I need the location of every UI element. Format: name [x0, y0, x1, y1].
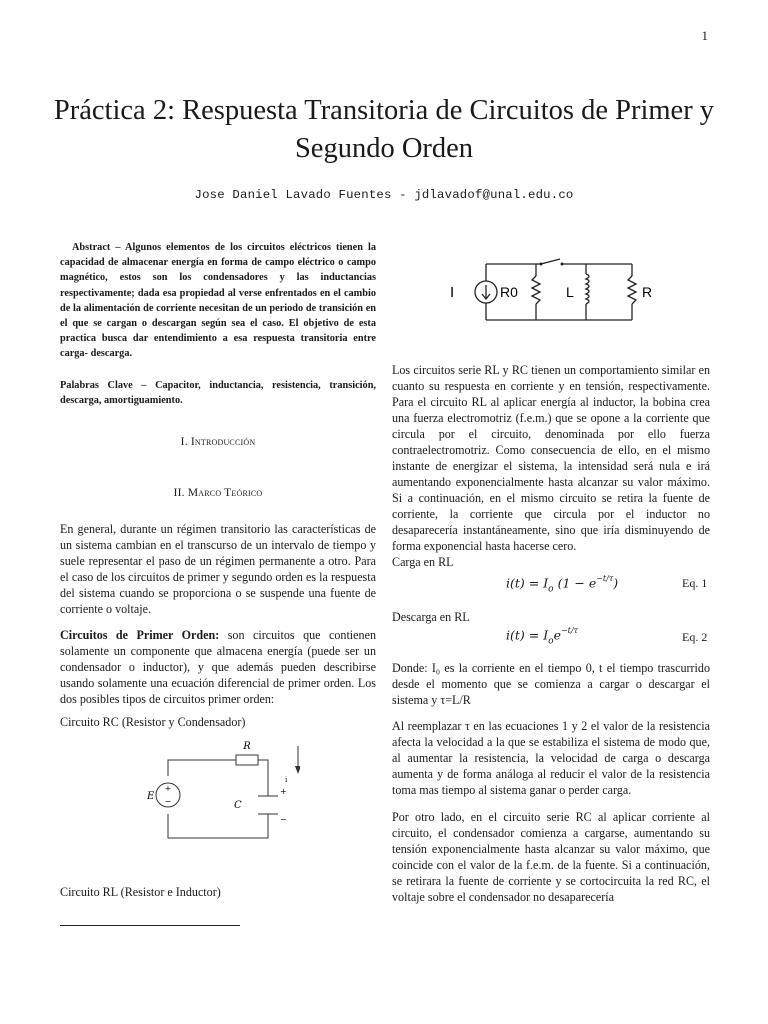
label-E: E [147, 791, 155, 802]
equation-2-number: Eq. 2 [682, 630, 708, 644]
term-primer-orden: Circuitos de Primer Orden: [60, 628, 220, 642]
label-i: i [285, 776, 288, 784]
equation-1: $i(t) = I_o$ $(1 - e^{-t/\tau})$ [506, 574, 619, 595]
paragraph-circuito-rc: Por otro lado, en el circuito serie RC al aplicar corriente al circuito, el condensador comienza a cargarse, aumentando su tensión exponencialmente hasta alcanzar su valor máximo, que coincide con el valor de la f.e.m. de la fuente. Si a continuación, se retirara la fuente de corriente y se cortocircuita la red RC, el voltaje sobre el condensador no desaparecería [392, 810, 710, 904]
author-line: Jose Daniel Lavado Fuentes - jdlavadof@unal.edu.co [194, 188, 574, 202]
paragraph-donde: Donde: I₀ es la corriente en el tiempo 0, t el tiempo trascurrido desde el momento que se comienza a cargar o descargar el sistema y τ=L/R [392, 661, 710, 707]
descarga-rl-label: Descarga en RL [392, 610, 470, 624]
paper-title: Práctica 2: Respuesta Transitoria de Circuitos de Primer y Segundo Orden [53, 95, 715, 164]
label-R: R [642, 284, 653, 300]
paragraph-reemplazar-tau: Al reemplazar τ en las ecuaciones 1 y 2 el valor de la resistencia afecta la velocidad a la que se estabiliza el sistema de modo que, al aumentar la resistencia, la velocidad de carga o descarga aumenta y de forma análoga al reducir el valor de la resistencia toma mas tiempo al sistema ganar o perder carga. [392, 719, 710, 797]
footnote-rule [60, 925, 240, 926]
label-C: C [234, 800, 242, 811]
rl-parallel-circuit-diagram [446, 252, 668, 330]
section-numeral: I. [180, 436, 188, 448]
equation-1-number: Eq. 1 [682, 576, 708, 590]
label-R: R [243, 741, 251, 752]
rl-circuit-caption: Circuito RL (Resistor e Inductor) [60, 885, 221, 899]
section-heading-introduccion [60, 436, 376, 448]
label-I: I [450, 284, 455, 301]
paragraph-primer-orden [60, 627, 376, 707]
section-title: Marco Teórico [187, 487, 263, 499]
section-title: Introducción [190, 436, 256, 448]
paragraph-regimen-transitorio: En general, durante un régimen transitorio las características de un sistema cambian en el transcurso de un intervalo de tiempo y suele representar el paso de un régimen permanente a otro. Para el caso de los circuitos de primer y segundo orden es la respuesta del sistema cuando se proporciona o se suspende una fuente de corriente o voltaje. [60, 522, 376, 616]
keywords: Palabras Clave – Capacitor, inductancia, resistencia, transición, descarga, amortiguamiento. [60, 380, 376, 407]
section-numeral: II. [173, 487, 185, 499]
capacitor-plus-sign: + [280, 787, 287, 796]
abstract: Abstract – Algunos elementos de los circuitos eléctricos tienen la capacidad de almacenar energía en forma de campo eléctrico o campo magnético, estos son los condensadores y las inductancias respectivamente; dada esa propiedad al verse enfrentados en el cambio de la alimentación de corriente necesitan de un periodo de transición en el que se cargan o descargan según sea el caso. El objetivo de esta practica busca dar entendimiento a esa respuesta transitoria entre carga- descarga. [60, 242, 376, 360]
paragraph-rl-rc-comportamiento: Los circuitos serie RL y RC tienen un comportamiento similar en cuanto su respuesta en corriente y en tensión, respectivamente. Para el circuito RL al aplicar energía al inductor, la bobina crea una fuerza electromotriz (f.e.m.) que se opone a la corriente que circula por el circuito, denominada por ello fuerza contraelectromotriz. Como consecuencia de ello, en el mismo instante de energizar el sistema, la intensidad será nula e irá aumentando exponencialmente hasta alcanzar su valor máximo. Si a continuación, en el mismo circuito se retira la fuente de corriente, la corriente que circula por el inductor no desaparecería instantáneamente, sino que iría disminuyendo de forma exponencial hasta hacerse cero. [392, 363, 710, 553]
section-heading-marco-teorico [60, 487, 376, 499]
capacitor-minus-sign: − [280, 815, 287, 824]
equation-2: $i(t) = I_oe^{-t/\tau}$ [506, 626, 579, 647]
rc-circuit-diagram [140, 738, 300, 850]
battery-plus-sign: + [164, 784, 172, 793]
battery-minus-sign: − [164, 797, 172, 806]
label-R0: R0 [500, 284, 518, 300]
definition-primer-orden: son circuitos que contienen solamente un componente que almacena energía (puede ser un condensador o inductor), y que además pueden describirse usando solamente una ecuación diferencial de primer orden. Los dos posibles tipos de circuitos primer orden: [60, 628, 376, 706]
rc-circuit-caption: Circuito RC (Resistor y Condensador) [60, 715, 246, 729]
page-number: 1 [701, 28, 708, 43]
label-L: L [566, 284, 574, 300]
carga-rl-label: Carga en RL [392, 555, 454, 569]
